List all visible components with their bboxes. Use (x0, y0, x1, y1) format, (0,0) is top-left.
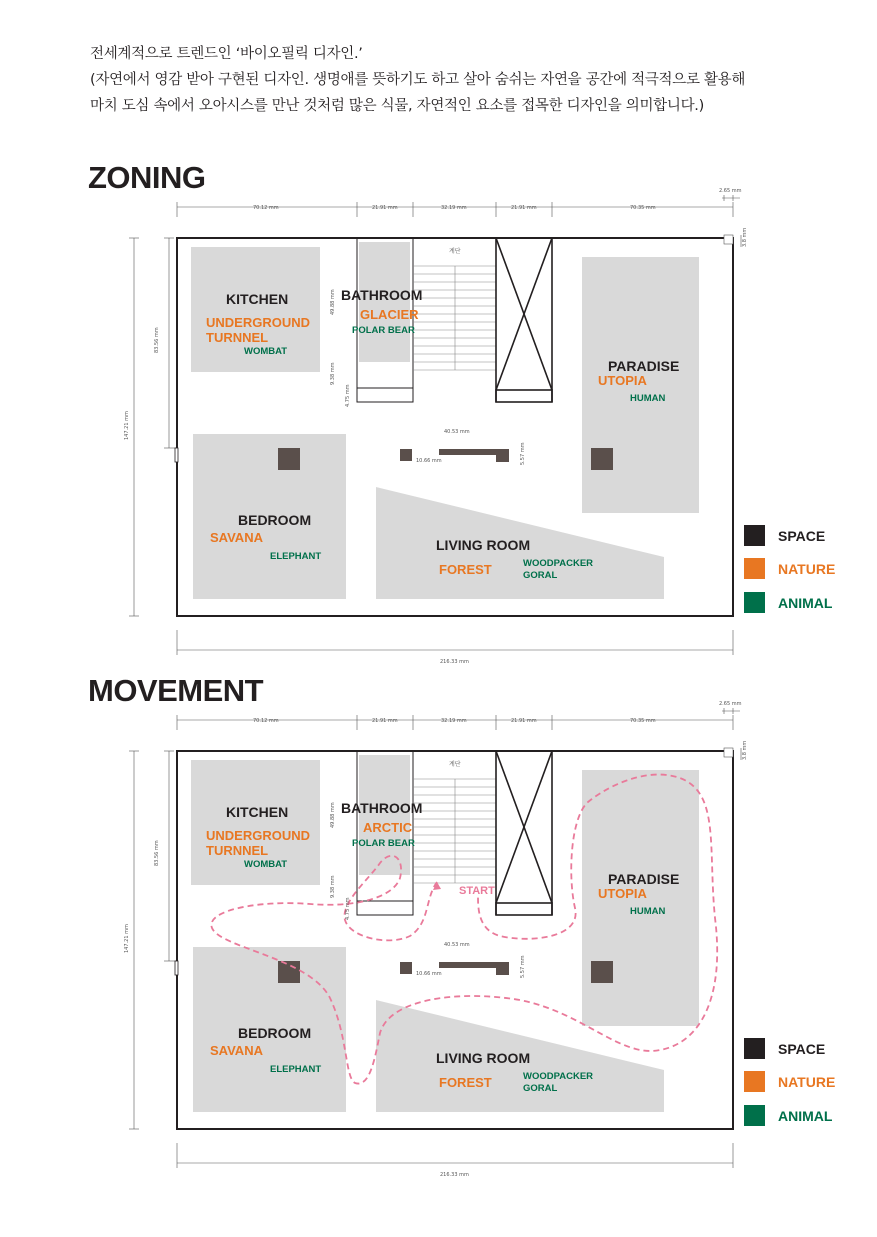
dim-table-small: 10.66 mm (416, 971, 442, 977)
dim-corner: 2.65 mm (719, 188, 742, 194)
dim-total-v: 147.21 mm (124, 924, 130, 953)
dim-corner-v: 3.8 mm (742, 227, 748, 247)
legend-nature (744, 558, 835, 579)
bedroom-animal-label: ELEPHANT (270, 551, 322, 562)
dim-bath-v2: 9.38 mm (330, 875, 336, 898)
dim-top-1: 70.12 mm (253, 205, 279, 211)
bathroom-animal-label: POLAR BEAR (352, 325, 415, 336)
dim-top-3: 32.19 mm (441, 205, 467, 211)
kitchen-nature-label: UNDERGROUND (206, 315, 310, 330)
kitchen-animal-label: WOMBAT (244, 859, 288, 870)
dim-table-h: 5.57 mm (520, 955, 526, 978)
bedroom-label: BEDROOM (238, 1025, 312, 1041)
kitchen-nature-label-2: TURNNEL (206, 843, 269, 858)
bathroom-label: BATHROOM (341, 287, 423, 303)
paradise-nature-label: UTOPIA (598, 886, 647, 901)
bedroom-nature-label: SAVANA (210, 1043, 263, 1058)
paradise-animal-label: HUMAN (630, 393, 666, 404)
dim-bath-v1: 49.88 mm (330, 802, 336, 828)
dim-table-w: 40.53 mm (444, 942, 470, 948)
legend-animal-label: ANIMAL (778, 1107, 833, 1124)
intro-line-3: 마치 도심 속에서 오아시스를 만난 것처럼 많은 식물, 자연적인 요소를 접목한 디자인을 의미합니다.) (90, 98, 704, 114)
legend-nature-label: NATURE (778, 1073, 836, 1090)
dim-corner-v: 3.8 mm (742, 740, 748, 760)
bedroom-animal-label: ELEPHANT (270, 1064, 322, 1075)
living-room-animal-label-1: WOODPACKER (523, 558, 594, 569)
living-room-nature-label: FOREST (439, 1075, 492, 1090)
legend-animal (744, 592, 832, 613)
paradise-label: PARADISE (608, 871, 680, 887)
movement-floorplan-drawing (0, 698, 877, 1218)
dim-table-h: 5.57 mm (520, 442, 526, 465)
living-room-animal-label-1: WOODPACKER (523, 1071, 594, 1082)
kitchen-label: KITCHEN (226, 291, 289, 307)
bathroom-nature-label: GLACIER (360, 307, 419, 322)
dim-top-5: 70.35 mm (630, 718, 656, 724)
bathroom-animal-label: POLAR BEAR (352, 838, 415, 849)
stair-label: 계단 (449, 248, 461, 255)
kitchen-nature-label: UNDERGROUND (206, 828, 310, 843)
living-room-nature-label: FOREST (439, 562, 492, 577)
movement-title: MOVEMENT (88, 673, 264, 708)
dim-top-2: 21.91 mm (372, 718, 398, 724)
dim-top-4: 21.91 mm (511, 205, 537, 211)
legend-nature-label: NATURE (778, 560, 836, 577)
dim-table-w: 40.53 mm (444, 429, 470, 435)
movement-plan (0, 698, 877, 1218)
legend-nature-swatch (744, 558, 765, 579)
dim-table-small: 10.66 mm (416, 458, 442, 464)
living-room-animal-label-2: GORAL (523, 570, 558, 581)
kitchen-label: KITCHEN (226, 804, 289, 820)
dim-top-2: 21.91 mm (372, 205, 398, 211)
dim-bottom: 216.33 mm (440, 659, 469, 665)
dim-bath-v2: 9.38 mm (330, 362, 336, 385)
legend-space-swatch (744, 1038, 765, 1059)
paradise-animal-label: HUMAN (630, 906, 666, 917)
intro-line-2: (자연에서 영감 받아 구현된 디자인. 생명애를 뜻하기도 하고 살아 숨쉬는 자연을 공간에 적극적으로 활용해 (90, 72, 746, 88)
bedroom-nature-label: SAVANA (210, 530, 263, 545)
legend-space (744, 1038, 825, 1059)
paradise-nature-label: UTOPIA (598, 373, 647, 388)
legend-space (744, 525, 825, 546)
living-room-animal-label-2: GORAL (523, 1083, 558, 1094)
legend-space-label: SPACE (778, 1040, 826, 1057)
dim-kitchen-v: 83.56 mm (154, 840, 160, 866)
living-room-label: LIVING ROOM (436, 1050, 531, 1066)
dim-bath-v3: 4.75 mm (345, 384, 351, 407)
kitchen-nature-label-2: TURNNEL (206, 330, 269, 345)
dim-top-3: 32.19 mm (441, 718, 467, 724)
start-label: START (459, 885, 495, 897)
dim-top-5: 70.35 mm (630, 205, 656, 211)
dim-bath-v1: 49.88 mm (330, 289, 336, 315)
legend-animal-swatch (744, 592, 765, 613)
legend-animal-swatch (744, 1105, 765, 1126)
dim-top-1: 70.12 mm (253, 718, 279, 724)
intro-text (90, 44, 850, 122)
bathroom-label: BATHROOM (341, 800, 423, 816)
dim-total-v: 147.21 mm (124, 411, 130, 440)
dim-bath-v3: 4.75 mm (345, 897, 351, 920)
zoning-plan (0, 185, 877, 705)
paradise-label: PARADISE (608, 358, 680, 374)
dim-corner: 2.65 mm (719, 701, 742, 707)
living-room-label: LIVING ROOM (436, 537, 531, 553)
zoning-floorplan-drawing (0, 185, 877, 705)
dim-kitchen-v: 83.56 mm (154, 327, 160, 353)
legend-nature-swatch (744, 1071, 765, 1092)
legend-nature (744, 1071, 835, 1092)
legend-animal-label: ANIMAL (778, 594, 833, 611)
kitchen-animal-label: WOMBAT (244, 346, 288, 357)
stair-label: 계단 (449, 761, 461, 768)
zoning-title: ZONING (88, 160, 206, 195)
intro-line-1: 전세계적으로 트렌드인 ‘바이오필릭 디자인.’ (90, 46, 363, 62)
dim-bottom: 216.33 mm (440, 1172, 469, 1178)
legend-animal (744, 1105, 832, 1126)
legend-space-label: SPACE (778, 527, 826, 544)
bathroom-nature-label: ARCTIC (363, 820, 413, 835)
legend-space-swatch (744, 525, 765, 546)
bedroom-label: BEDROOM (238, 512, 312, 528)
dim-top-4: 21.91 mm (511, 718, 537, 724)
